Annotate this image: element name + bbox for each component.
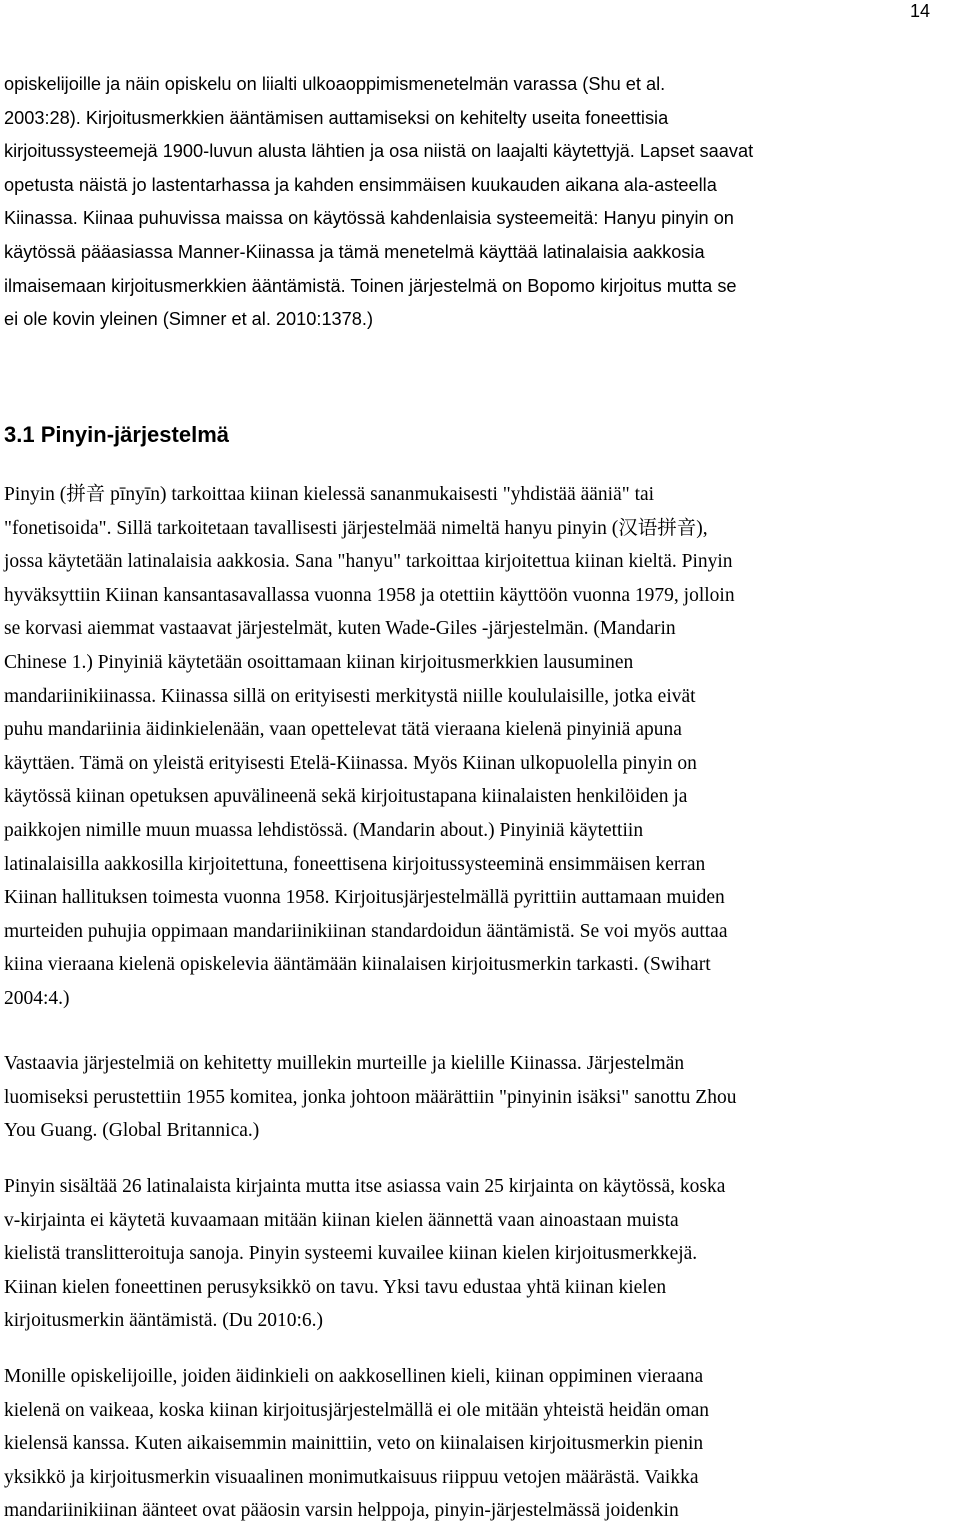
text-line: mandariinikiinan äänteet ovat pääosin varsin helppoja, pinyin-järjestelmässä joidenkin <box>4 1500 679 1522</box>
text-line: Kiinassa. Kiinaa puhuvissa maissa on käytössä kahdenlaisia systeemeitä: Hanyu pinyin on <box>4 208 734 229</box>
page-number: 14 <box>909 1 931 21</box>
text-line: kielenä on vaikeaa, koska kiinan kirjoitusjärjestelmällä ei ole mitään yhteistä heidän oman <box>4 1399 710 1421</box>
text-line: Monille opiskelijoille, joiden äidinkieli on aakkosellinen kieli, kiinan oppiminen vieraana <box>4 1366 704 1387</box>
text-line: kielistä translitteroituja sanoja. Pinyin systeemi kuvailee kiinan kielen kirjoitusmerkkejä. <box>4 1243 698 1265</box>
section-heading: 3.1 Pinyin-järjestelmä <box>4 422 229 447</box>
text-line: opetusta näistä jo lastentarhassa ja kahden ensimmäisen kuukauden aikana ala-asteella <box>4 174 717 195</box>
text-line: Kiinan kielen foneettinen perusyksikkö on tavu. Yksi tavu edustaa yhtä kiinan kielen <box>4 1276 667 1298</box>
text-line: "fonetisoida". Sillä tarkoitetaan tavallisesti järjestelmää nimeltä hanyu pinyin (汉语拼音), <box>4 517 708 539</box>
body-paragraph-pinyin-letters <box>4 1170 959 1338</box>
text-line: jossa käytetään latinalaisia aakkosia. Sana "hanyu" tarkoittaa kirjoitettua kiinan kieltä. Pinyin <box>4 551 733 573</box>
text-line: puhu mandariinia äidinkielenään, vaan opettelevat tätä vieraana kielenä pinyiniä apuna <box>4 719 682 741</box>
text-line: latinalaisilla aakkosilla kirjoitettuna, foneettisena kirjoitussysteeminä ensimmäisen kerran <box>4 853 706 875</box>
text-line: kiina vieraana kielenä opiskelevia ääntämään kiinalaisen kirjoitusmerkin tarkasti. (Swihart <box>4 954 711 976</box>
text-line: Pinyin (拼音 pīnyīn) tarkoittaa kiinan kielessä sananmukaisesti "yhdistää ääniä" tai <box>4 484 655 505</box>
text-line: murteiden puhujia oppimaan mandariinikiinan standardoidun ääntämistä. Se voi myös auttaa <box>4 920 728 942</box>
text-line: 2004:4.) <box>4 987 70 1009</box>
text-line: You Guang. (Global Britannica.) <box>4 1120 260 1142</box>
text-line: v-kirjainta ei käytetä kuvaamaan mitään kiinan kielen äännettä vaan ainoastaan muista <box>4 1209 679 1231</box>
text-line: käyttäen. Tämä on yleistä erityisesti Etelä-Kiinassa. Myös Kiinan ulkopuolella pinyin on <box>4 752 697 774</box>
text-line: Vastaavia järjestelmiä on kehitetty muillekin murteille ja kielille Kiinassa. Järjestelmän <box>4 1053 685 1074</box>
body-paragraph-pinyin-definition <box>4 478 959 1016</box>
text-line: kirjoitussysteemejä 1900-luvun alusta lähtien ja osa niistä on laajalti käytettyjä. Lapset saavat <box>4 141 754 162</box>
text-line: ilmaisemaan kirjoitusmerkkien ääntämistä. Toinen järjestelmä on Bopomo kirjoitus mutta se <box>4 275 737 296</box>
intro-paragraph <box>4 68 959 337</box>
text-line: se korvasi aiemmat vastaavat järjestelmät, kuten Wade-Giles -järjestelmän. (Mandarin <box>4 618 676 640</box>
text-line: käytössä pääasiassa Manner-Kiinassa ja tämä menetelmä käyttää latinalaisia aakkosia <box>4 241 705 262</box>
text-line: 2003:28). Kirjoitusmerkkien ääntämisen auttamiseksi on kehitelty useita foneettisia <box>4 107 669 128</box>
text-line: kirjoitusmerkin ääntämistä. (Du 2010:6.) <box>4 1310 323 1332</box>
text-line: ei ole kovin yleinen (Simner et al. 2010:1378.) <box>4 309 374 330</box>
body-paragraph-similar-systems <box>4 1047 959 1148</box>
text-line: mandariinikiinassa. Kiinassa sillä on erityisesti merkitystä niille koululaisille, jotka eivät <box>4 685 696 707</box>
text-line: käytössä kiinan opetuksen apuvälineenä sekä kirjoitustapana kiinalaisten henkilöiden ja <box>4 786 688 808</box>
text-line: Chinese 1.) Pinyiniä käytetään osoittamaan kiinan kirjoitusmerkkien lausuminen <box>4 651 634 673</box>
text-line: hyväksyttiin Kiinan kansantasavallassa vuonna 1958 ja otettiin käyttöön vuonna 1979, jolloin <box>4 584 735 606</box>
text-line: opiskelijoille ja näin opiskelu on liialti ulkoaoppimismenetelmän varassa (Shu et al. <box>4 74 666 94</box>
text-line: Kiinan hallituksen toimesta vuonna 1958. Kirjoitusjärjestelmällä pyrittiin auttamaan muiden <box>4 887 725 909</box>
text-line: kielensä kanssa. Kuten aikaisemmin mainittiin, veto on kiinalaisen kirjoitusmerkin pienin <box>4 1433 704 1455</box>
text-line: Pinyin sisältää 26 latinalaista kirjainta mutta itse asiassa vain 25 kirjainta on käytössä, koska <box>4 1176 726 1197</box>
body-paragraph-learning-difficulty <box>4 1360 959 1528</box>
text-line: paikkojen nimille muun muassa lehdistössä. (Mandarin about.) Pinyiniä käytettiin <box>4 819 644 841</box>
text-line: luomiseksi perustettiin 1955 komitea, jonka johtoon määrättiin "pinyinin isäksi" sanottu Zhou <box>4 1086 737 1108</box>
text-line: yksikkö ja kirjoitusmerkin visuaalinen monimutkaisuus riippuu vetojen määrästä. Vaikka <box>4 1466 699 1488</box>
